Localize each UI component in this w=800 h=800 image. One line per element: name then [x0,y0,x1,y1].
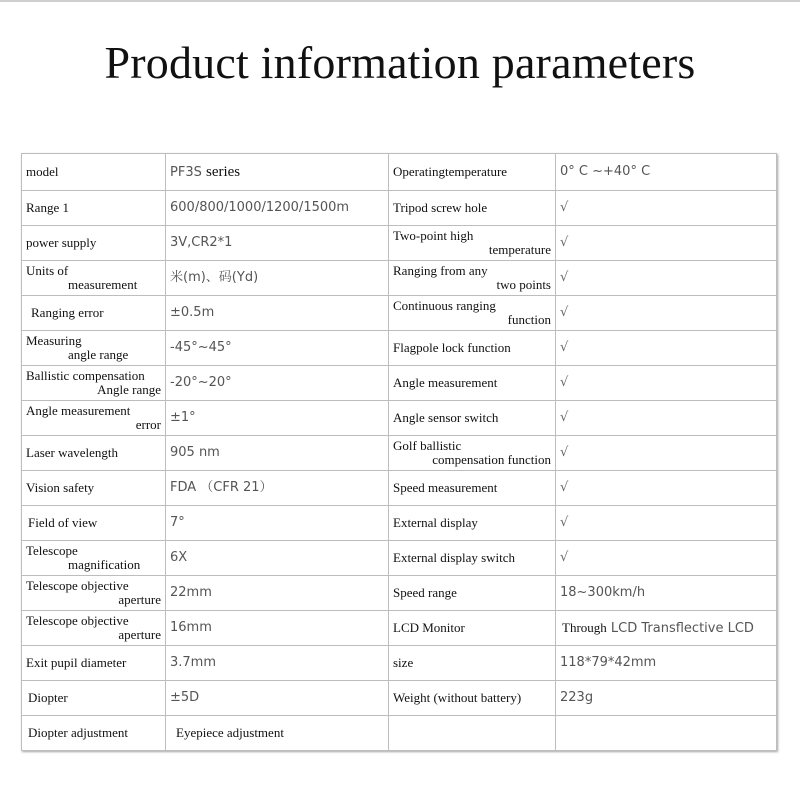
spec-value: 600/800/1000/1200/1500m [166,191,389,226]
table-row [22,611,777,646]
spec-label: External display switch [389,541,556,576]
spec-label: Diopter [22,681,166,716]
spec-label [22,576,166,611]
spec-value: 3.7mm [166,646,389,681]
page-title: Product information parameters [104,37,696,88]
label-line-1: Continuous ranging [393,298,496,313]
check-mark: √ [556,296,777,331]
spec-label: Operatingtemperature [389,154,556,191]
spec-value: 905 nm [166,436,389,471]
label-line-2: two points [496,277,551,292]
spec-value: 6X [166,541,389,576]
spec-value [556,716,777,751]
spec-value: 0° C ~+40° C [556,154,777,191]
check-mark: √ [556,471,777,506]
check-mark: √ [556,506,777,541]
spec-label: Weight (without battery) [389,681,556,716]
spec-label: Flagpole lock function [389,331,556,366]
table-row [22,576,777,611]
spec-label [22,541,166,576]
spec-label: model [22,154,166,191]
spec-label [22,366,166,401]
label-line-1: Golf ballistic [393,438,462,453]
label-line-2: temperature [488,242,551,257]
label-line-1: Ranging from any [393,263,488,278]
spec-value: 22mm [166,576,389,611]
spec-label [22,331,166,366]
label-line-2: function [507,312,551,327]
spec-value: 18~300km/h [556,576,777,611]
spec-label: size [389,646,556,681]
check-mark: √ [556,191,777,226]
table-row [22,681,777,716]
spec-value [556,611,777,646]
label-line-2: aperture [118,592,161,607]
table-row [22,401,777,436]
label-line-2: compensation function [432,452,551,467]
table-row [22,296,777,331]
spec-label: Angle sensor switch [389,401,556,436]
spec-label [22,401,166,436]
spec-value: 16mm [166,611,389,646]
spec-value: 米(m)、码(Yd) [166,261,389,296]
check-mark: √ [556,541,777,576]
spec-label [389,436,556,471]
check-mark: √ [556,366,777,401]
table-row [22,154,777,191]
label-line-1: Measuring [26,333,82,348]
table-row [22,226,777,261]
label-line-1: Two-point high [393,228,474,243]
spec-label [389,296,556,331]
spec-label: Ranging error [22,296,166,331]
label-line-1: Ballistic compensation [26,368,145,383]
top-divider [0,0,800,2]
label-line-2: angle range [68,347,129,362]
spec-label: power supply [22,226,166,261]
label-line-2: Angle range [97,382,161,397]
spec-value: FDA （CFR 21） [166,471,389,506]
table-row [22,331,777,366]
check-mark: √ [556,331,777,366]
spec-label [22,611,166,646]
spec-value [166,154,389,191]
label-line-1: Angle measurement [26,403,131,418]
check-mark: √ [556,261,777,296]
table-row [22,261,777,296]
label-line-1: Units of [26,263,69,278]
spec-label [389,226,556,261]
table-row [22,191,777,226]
model-code: PF3S [170,164,202,180]
spec-label [389,261,556,296]
table-row [22,716,777,751]
spec-label: Field of view [22,506,166,541]
spec-table [21,153,777,751]
spec-label: Range 1 [22,191,166,226]
table-row [22,506,777,541]
spec-value: 223g [556,681,777,716]
spec-label: Diopter adjustment [22,716,166,751]
label-line-1: Telescope objective [26,578,129,593]
spec-label [389,716,556,751]
spec-label: Exit pupil diameter [22,646,166,681]
label-line-1: Telescope objective [26,613,129,628]
label-line-2: measurement [68,277,138,292]
table-row [22,646,777,681]
spec-value: 7° [166,506,389,541]
label-line-2: magnification [68,557,141,572]
spec-value: 118*79*42mm [556,646,777,681]
spec-label: Laser wavelength [22,436,166,471]
spec-value: 3V,CR2*1 [166,226,389,261]
spec-value: ±1° [166,401,389,436]
table-row [22,366,777,401]
spec-value: -45°~45° [166,331,389,366]
spec-value: ±5D [166,681,389,716]
table-row [22,436,777,471]
spec-label: Speed measurement [389,471,556,506]
spec-value: ±0.5m [166,296,389,331]
table-row [22,471,777,506]
spec-value: -20°~20° [166,366,389,401]
table-row [22,541,777,576]
label-line-1: Telescope [26,543,78,558]
spec-label: Speed range [389,576,556,611]
spec-label: Angle measurement [389,366,556,401]
spec-label: External display [389,506,556,541]
lcd-prefix: Through [562,619,607,635]
check-mark: √ [556,401,777,436]
model-series: series [205,163,241,180]
spec-label: Vision safety [22,471,166,506]
spec-value: Eyepiece adjustment [166,716,389,751]
label-line-2: error [135,417,161,432]
spec-label [22,261,166,296]
check-mark: √ [556,226,777,261]
spec-label: LCD Monitor [389,611,556,646]
spec-label: Tripod screw hole [389,191,556,226]
label-line-2: aperture [118,627,161,642]
lcd-type: LCD Transflective LCD [610,620,754,636]
check-mark: √ [556,436,777,471]
